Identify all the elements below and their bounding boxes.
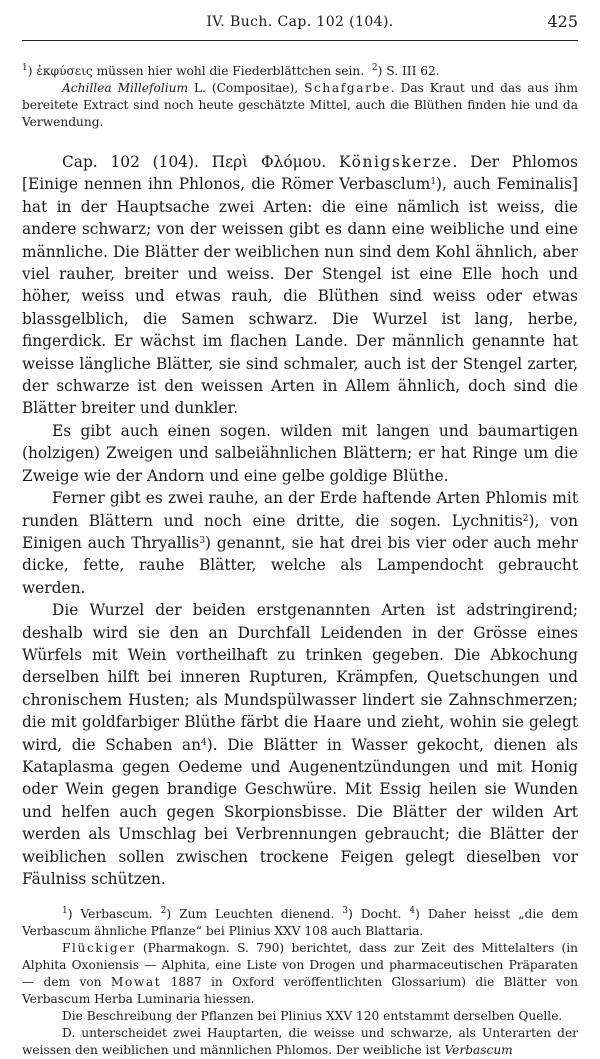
author-name: Flückiger	[62, 941, 136, 956]
chapter-heading: Cap. 102 (104).	[62, 153, 212, 171]
note-text: . Das Kraut und das aus ihm bereitete Extract sind noch heute geschätzte Mittel, auch die Blüthen finden hie und da Verwendung.	[22, 81, 578, 129]
footnote-line-1-2: $^1$) ἐκφύσεις müssen hier wohl die Fiederblättchen sein. $^2$) S. III 62.	[22, 63, 440, 78]
note-text: (Pharmakogn. S. 790) berichtet, dass zur Zeit des Mittelalters (in Alphita Oxoniensis — Alphita, eine Liste von Drogen und pharmaceutischen Präparaten — dem von	[22, 941, 578, 990]
plinius-note: Die Beschreibung der Pflanzen bei Plinius XXV 120 entstammt derselben Quelle.	[62, 1009, 563, 1024]
footnote-text: ) Verbascum.	[67, 907, 161, 922]
paragraph-text: ), auch Feminalis] hat in der Hauptsache zwei Arten: die eine nämlich ist weiss, die andere schwarz; von der weissen gibt es dann eine weibliche und eine männliche. Die Blätter der weiblichen nun sind dem Kohl ähnlich, aber viel rauher, breiter und weiss. Der Stengel ist eine Elle hoch und höher, weiss und etwas rauh, die Blüthen sind weiss oder etwas blassgelblich, die Samen schwarz. Die Wurzel ist lang, herbe, fingerdick. Er wächst im flachen Lande. Der männlich genannte hat weisse längliche Blätter, sie sind schmaler, auch ist der Stengel zarter, der schwarze ist den weissen Arten in Allem ähnlich, doch sind die Blätter breiter und dunkler.	[22, 175, 578, 418]
footnote-ref: 1	[430, 177, 437, 188]
footnote-marker: 2	[160, 906, 167, 917]
greek-title: Περὶ Φλόμου.	[211, 153, 327, 171]
footnote-ref: 4	[201, 737, 207, 748]
species-name: Verbascum	[444, 1043, 513, 1058]
paragraph-text: . Der Phlomos [Einige nennen ihn Phlonos, die Römer Verbasclum	[22, 153, 578, 194]
running-header	[22, 0, 578, 41]
species-name: Achillea Millefolium	[62, 81, 189, 95]
paragraph-text: Ferner gibt es zwei rauhe, an der Erde haftende Arten Phlomis mit runden Blättern und noch eine dritte, die sogen. Lychnitis	[22, 489, 578, 530]
paragraph-text: ) genannt, sie hat drei bis vier oder auch mehr dicke, fette, rauhe Blätter, welche als Lampendocht gebraucht werden.	[22, 533, 578, 597]
paragraph	[22, 151, 578, 420]
note-text: 1887 in Oxford veröffentlichten Glossarium) die Blätter von Verbascum Herba Luminaria hiessen.	[22, 975, 578, 1007]
page-number: 425	[547, 12, 578, 31]
top-footnotes	[22, 63, 578, 131]
footnote-text: müssen hier wohl die Fiederblättchen sein.	[92, 64, 365, 78]
footnote-marker: 2	[371, 63, 378, 73]
chapter-body	[22, 151, 578, 890]
bottom-footnotes	[22, 906, 578, 1059]
footnote-marker: 4	[409, 906, 416, 917]
author-name: Mowat	[110, 975, 162, 990]
footnote-text: ) Zum Leuchten dienend.	[166, 907, 343, 922]
footnote-text: S. III 62.	[382, 64, 440, 78]
species-note	[22, 1025, 578, 1059]
running-title: IV. Buch. Cap. 102 (104).	[206, 14, 394, 30]
paragraph-text: Die Wurzel der beiden erstgenannten Arten ist adstringirend; deshalb wird sie den an Durchfall Leidenden in der Grösse eines Würfels mit Wein vortheilhaft zu trinken gegeben. Die Abkochung derselben hilft bei inneren Rupturen, Krämpfen, Quetschungen und chronischem Husten; als Mundspülwasser lindert sie Zahnschmerzen; die mit goldfarbiger Blüthe färbt die Haare und zieht, wohin sie gelegt wird, die Schaben an	[22, 601, 578, 754]
footnote-ref: 3	[199, 535, 205, 546]
footnote-group	[22, 906, 578, 940]
flueckiger-note	[22, 940, 578, 1008]
common-name: Königskerze	[338, 153, 453, 171]
note-text: L. (Compositae),	[188, 81, 305, 95]
footnote-ref: 2	[522, 513, 529, 524]
footnote-marker: 1	[62, 906, 68, 917]
paragraph-text: ), von Einigen auch Thryallis	[22, 511, 578, 552]
footnote-marker: 1	[22, 63, 28, 73]
paragraph: Es gibt auch einen sogen. wilden mit langen und baumartigen (holzigen) Zweigen und salbeiähnlichen Blättern; er hat Ringe um die Zweige wie der Andorn und eine gelbe goldige Blüthe.	[22, 421, 578, 485]
footnote-text: ) Docht.	[348, 907, 410, 922]
paragraph-text: ). Die Blätter in Wasser gekocht, dienen als Kataplasma gegen Oedeme und Augenentzündungen und mit Honig oder Wein gegen brandige Geschwüre. Mit Essig heilen sie Wunden und helfen auch gegen Skorpionsbisse. Die Blätter der wilden Art werden als Umschlag bei Verbrennungen gebraucht; die Blätter der weiblichen sollen zwischen trockene Feigen gelegt dieselben vor Fäulniss schützen.	[22, 735, 578, 888]
common-name: Schafgarbe	[304, 81, 391, 95]
footnote-text: ) Daher heisst „die dem Verbascum ähnliche Pflanze“ bei Plinius XXV 108 auch Blattaria.	[22, 907, 579, 939]
achillea-note	[22, 80, 578, 131]
footnote-marker: 3	[342, 906, 349, 917]
paragraph	[22, 487, 578, 599]
paragraph	[22, 599, 578, 890]
greek-term: ἐκφύσεις	[36, 64, 93, 78]
note-text: D. unterscheidet zwei Hauptarten, die weisse und schwarze, als Unterarten der weissen den weiblichen und männlichen Phlomos. Der weibliche ist	[22, 1026, 578, 1058]
